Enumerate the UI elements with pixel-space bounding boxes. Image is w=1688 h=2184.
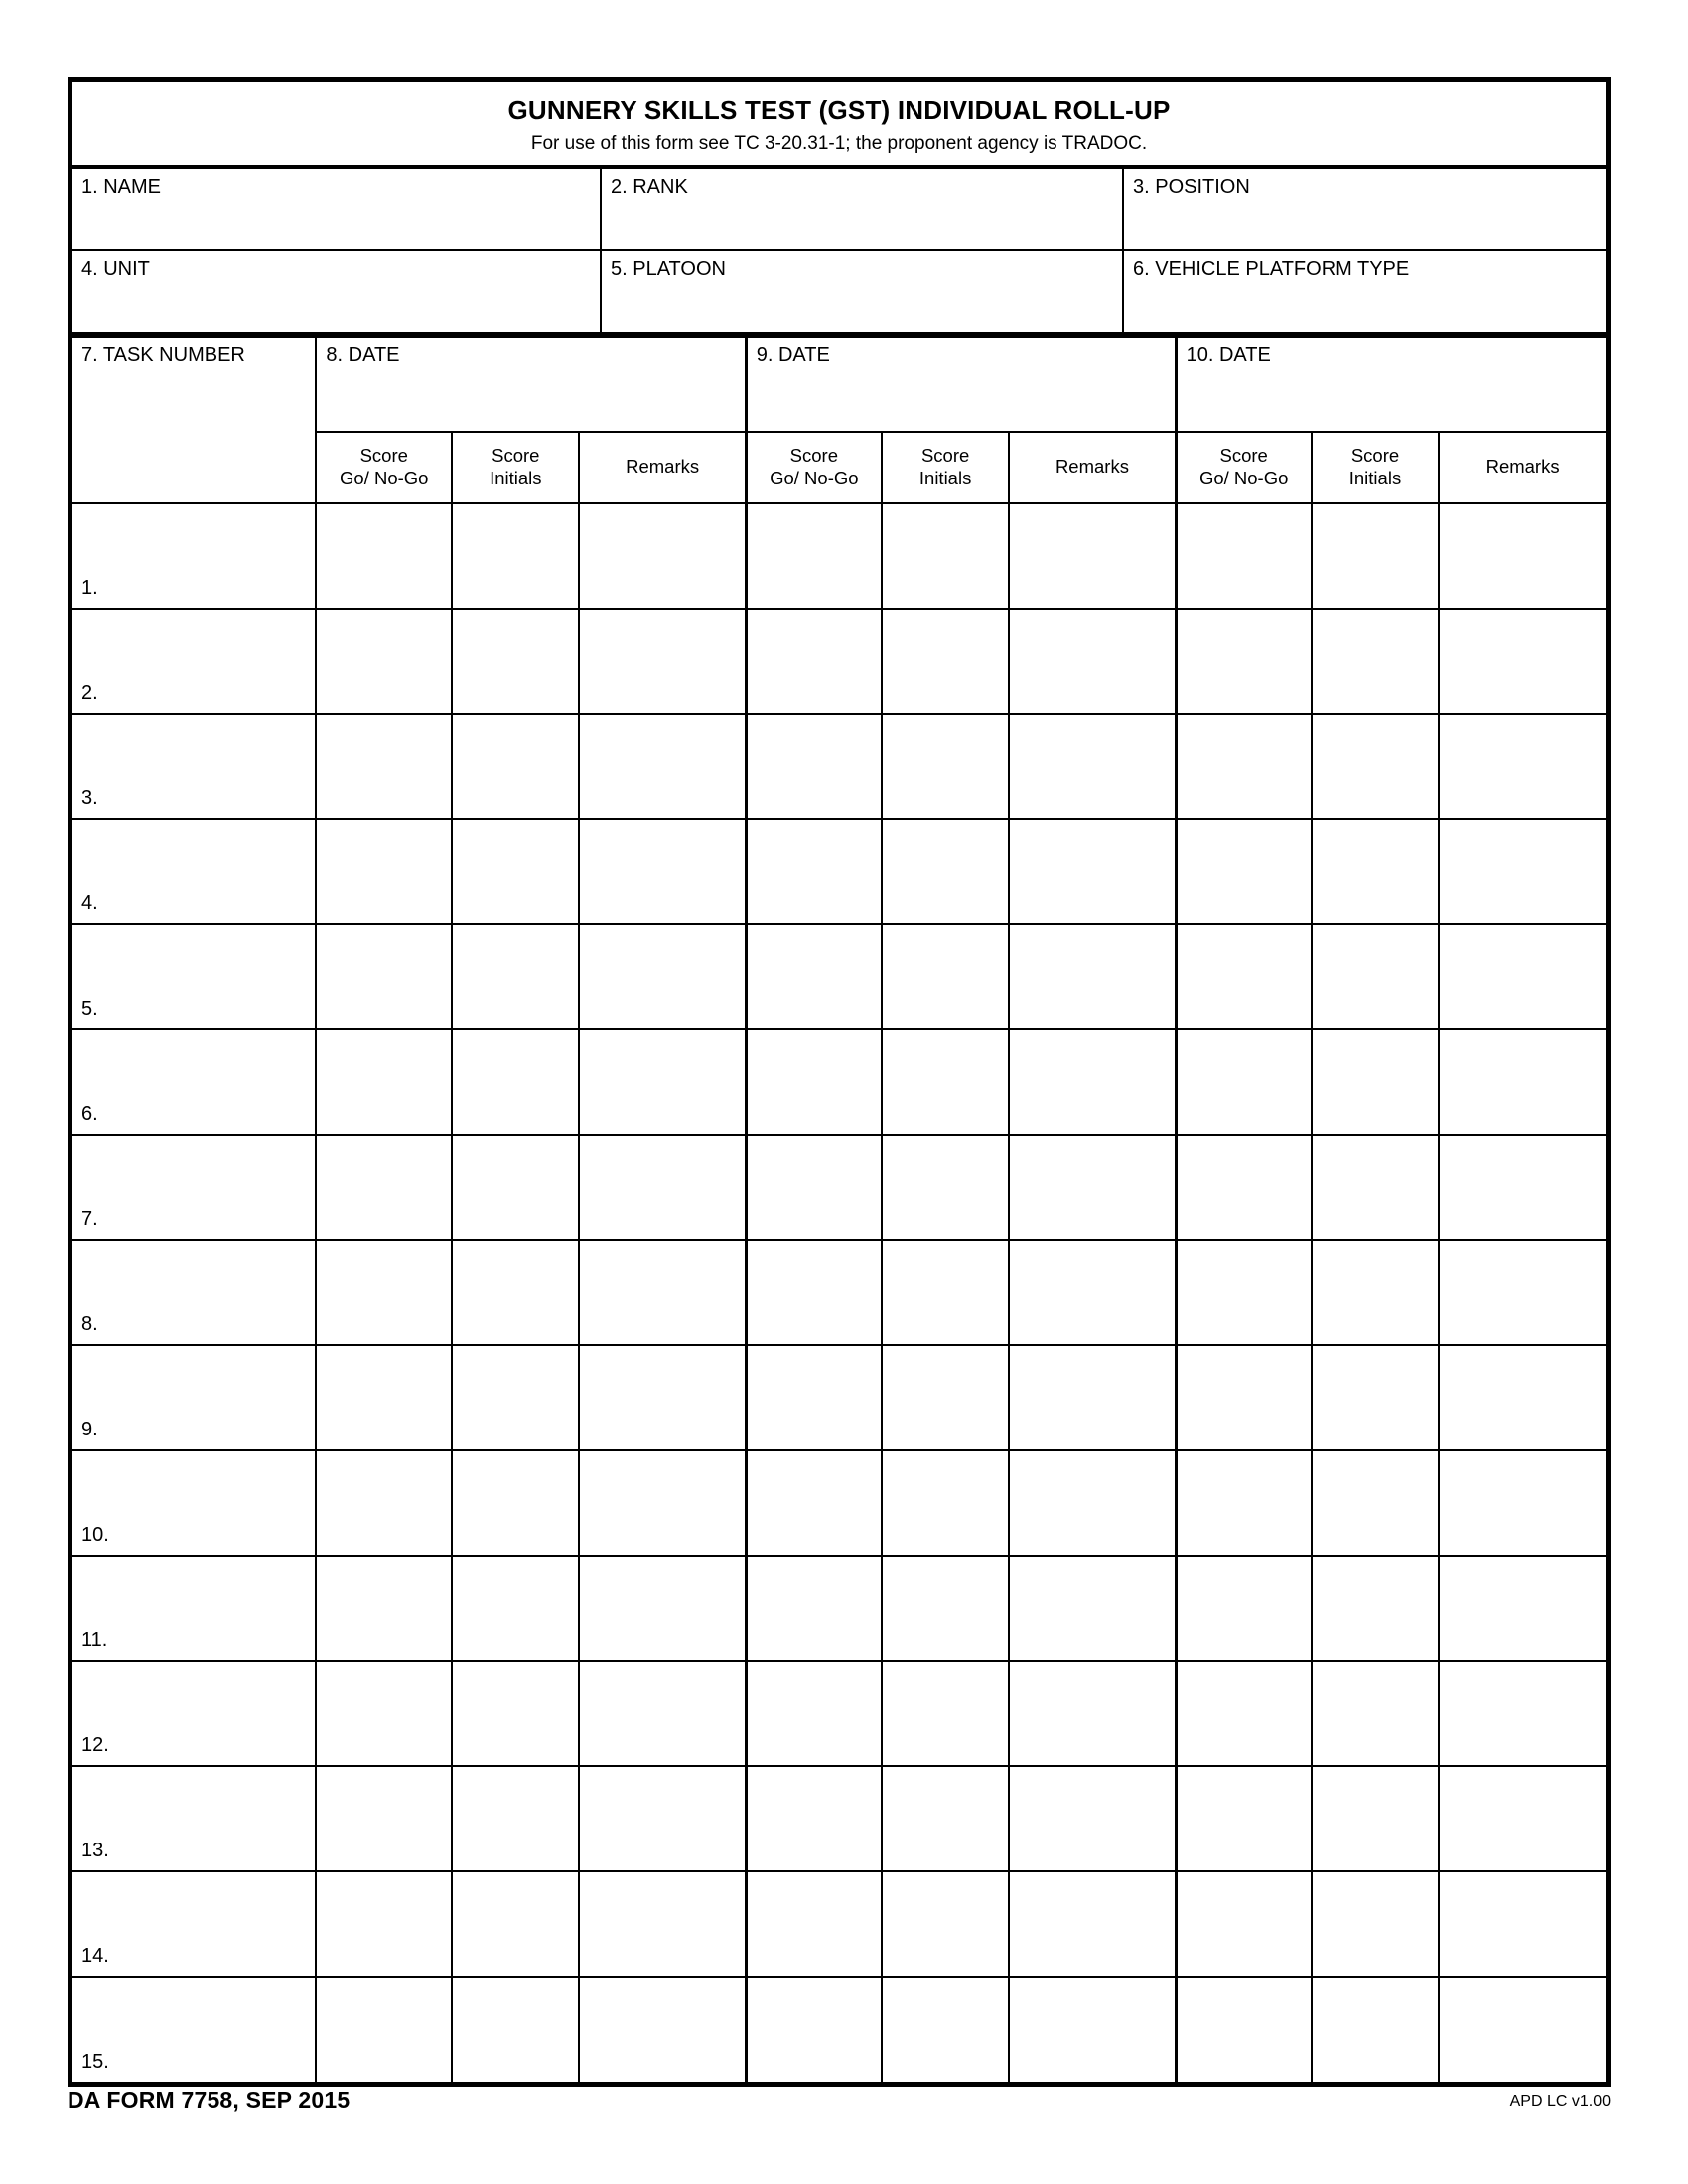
score-initials-cell-g2[interactable] [882,1450,1009,1556]
task-number-cell[interactable]: 8. [72,1240,316,1345]
remarks-cell-g2[interactable] [1009,1766,1176,1871]
score-gonogo-cell-g2[interactable] [746,1450,882,1556]
score-gonogo-cell-g1[interactable] [316,503,452,609]
remarks-cell-g1[interactable] [579,924,746,1029]
score-gonogo-cell-g3[interactable] [1176,1977,1312,2082]
score-initials-cell-g2[interactable] [882,1661,1009,1766]
score-initials-cell-g2[interactable] [882,1029,1009,1135]
table-row [72,924,1606,1029]
score-initials-cell-g1[interactable] [452,1556,579,1661]
field-date-10-label: 10. DATE [1186,343,1271,366]
score-gonogo-cell-g1[interactable] [316,1345,452,1450]
field-position-label: 3. POSITION [1133,175,1250,198]
table-row [72,1240,1606,1345]
grid-date-header-row [72,337,1606,432]
score-gonogo-cell-g2[interactable] [746,609,882,714]
remarks-cell-g2[interactable] [1009,503,1176,609]
identity-row-2 [72,250,1606,334]
score-gonogo-cell-g1[interactable] [316,1766,452,1871]
remarks-cell-g3[interactable] [1439,1977,1606,2082]
field-platoon-label: 5. PLATOON [611,257,726,280]
field-date-10[interactable] [1176,337,1606,432]
score-initials-cell-g3[interactable] [1312,1661,1439,1766]
form-title: GUNNERY SKILLS TEST (GST) INDIVIDUAL ROLL-UP [507,95,1171,125]
scoring-grid [72,336,1606,2082]
table-row [72,1029,1606,1135]
score-initials-cell-g3[interactable] [1312,1240,1439,1345]
score-initials-cell-g2[interactable] [882,1977,1009,2082]
score-initials-cell-g3[interactable] [1312,1871,1439,1977]
score-gonogo-cell-g2[interactable] [746,1135,882,1240]
header-score-initials-3-line2: Initials [1348,467,1402,488]
score-gonogo-cell-g1[interactable] [316,1029,452,1135]
header-score-initials-3 [1312,432,1439,503]
remarks-cell-g1[interactable] [579,1029,746,1135]
remarks-cell-g3[interactable] [1439,714,1606,819]
remarks-cell-g1[interactable] [579,1977,746,2082]
remarks-cell-g1[interactable] [579,714,746,819]
score-gonogo-cell-g2[interactable] [746,819,882,924]
score-gonogo-cell-g2[interactable] [746,1029,882,1135]
score-initials-cell-g3[interactable] [1312,924,1439,1029]
identity-fields-table [72,169,1606,336]
task-number-cell[interactable]: 15. [72,1977,316,2082]
remarks-cell-g2[interactable] [1009,819,1176,924]
remarks-cell-g3[interactable] [1439,1871,1606,1977]
score-initials-cell-g2[interactable] [882,609,1009,714]
header-task-number-label: 7. TASK NUMBER [81,343,245,366]
task-number-cell[interactable]: 1. [72,503,316,609]
header-remarks-1-label: Remarks [626,456,700,478]
task-number-cell[interactable]: 13. [72,1766,316,1871]
remarks-cell-g3[interactable] [1439,1450,1606,1556]
remarks-cell-g2[interactable] [1009,924,1176,1029]
score-gonogo-cell-g3[interactable] [1176,1135,1312,1240]
form-id-label: DA FORM 7758, SEP 2015 [68,2087,351,2113]
score-gonogo-cell-g3[interactable] [1176,714,1312,819]
task-number-cell[interactable]: 7. [72,1135,316,1240]
task-number-cell[interactable]: 2. [72,609,316,714]
task-number-cell[interactable]: 11. [72,1556,316,1661]
header-score-initials-1 [452,432,579,503]
score-initials-cell-g1[interactable] [452,714,579,819]
remarks-cell-g2[interactable] [1009,714,1176,819]
remarks-cell-g2[interactable] [1009,1240,1176,1345]
header-remarks-3-label: Remarks [1485,456,1560,478]
score-gonogo-cell-g2[interactable] [746,1240,882,1345]
header-task-number [72,337,316,503]
task-number-cell[interactable]: 14. [72,1871,316,1977]
field-vehicle-platform-type-label: 6. VEHICLE PLATFORM TYPE [1133,257,1410,280]
score-initials-cell-g1[interactable] [452,1871,579,1977]
score-initials-cell-g3[interactable] [1312,1345,1439,1450]
remarks-cell-g1[interactable] [579,1240,746,1345]
score-initials-cell-g2[interactable] [882,1135,1009,1240]
remarks-cell-g1[interactable] [579,1871,746,1977]
field-vehicle-platform-type[interactable] [1123,250,1606,334]
table-row [72,1661,1606,1766]
score-gonogo-cell-g3[interactable] [1176,503,1312,609]
table-row [72,1450,1606,1556]
score-gonogo-cell-g3[interactable] [1176,1450,1312,1556]
header-remarks-2-label: Remarks [1055,456,1129,478]
form-subtitle: For use of this form see TC 3-20.31-1; the proponent agency is TRADOC. [530,132,1148,154]
score-initials-cell-g3[interactable] [1312,819,1439,924]
score-initials-cell-g3[interactable] [1312,1766,1439,1871]
form-footer [68,2087,1611,2126]
remarks-cell-g3[interactable] [1439,819,1606,924]
header-score-gonogo-2 [746,432,882,503]
task-number-cell[interactable]: 9. [72,1345,316,1450]
header-score-gonogo-3-line1: Score [1219,445,1268,467]
score-initials-cell-g2[interactable] [882,819,1009,924]
header-score-initials-2-line1: Score [920,445,970,467]
score-initials-cell-g2[interactable] [882,714,1009,819]
remarks-cell-g3[interactable] [1439,1766,1606,1871]
header-score-gonogo-1-line1: Score [359,445,408,467]
score-initials-cell-g2[interactable] [882,924,1009,1029]
score-gonogo-cell-g3[interactable] [1176,1871,1312,1977]
score-gonogo-cell-g3[interactable] [1176,1345,1312,1450]
header-score-initials-2 [882,432,1009,503]
score-gonogo-cell-g3[interactable] [1176,609,1312,714]
header-score-gonogo-2-line2: Go/ No-Go [770,467,859,488]
remarks-cell-g1[interactable] [579,609,746,714]
score-gonogo-cell-g1[interactable] [316,924,452,1029]
remarks-cell-g3[interactable] [1439,1661,1606,1766]
score-gonogo-cell-g2[interactable] [746,1977,882,2082]
remarks-cell-g1[interactable] [579,503,746,609]
remarks-cell-g2[interactable] [1009,609,1176,714]
remarks-cell-g1[interactable] [579,1450,746,1556]
score-gonogo-cell-g2[interactable] [746,924,882,1029]
score-initials-cell-g2[interactable] [882,1240,1009,1345]
score-initials-cell-g2[interactable] [882,1871,1009,1977]
remarks-cell-g2[interactable] [1009,1029,1176,1135]
score-initials-cell-g1[interactable] [452,1135,579,1240]
table-row [72,819,1606,924]
score-initials-cell-g1[interactable] [452,924,579,1029]
field-rank[interactable] [601,169,1123,250]
field-name[interactable] [72,169,601,250]
remarks-cell-g1[interactable] [579,1556,746,1661]
table-row [72,1766,1606,1871]
field-platoon[interactable] [601,250,1123,334]
field-rank-label: 2. RANK [611,175,688,198]
header-remarks-1 [579,432,746,503]
remarks-cell-g2[interactable] [1009,1661,1176,1766]
score-gonogo-cell-g1[interactable] [316,609,452,714]
score-gonogo-cell-g1[interactable] [316,1661,452,1766]
task-number-cell[interactable]: 10. [72,1450,316,1556]
remarks-cell-g3[interactable] [1439,1029,1606,1135]
task-number-cell[interactable]: 12. [72,1661,316,1766]
score-initials-cell-g3[interactable] [1312,1556,1439,1661]
field-date-8[interactable] [316,337,746,432]
header-score-initials-3-line1: Score [1350,445,1400,467]
field-date-9[interactable] [746,337,1176,432]
remarks-cell-g3[interactable] [1439,609,1606,714]
score-initials-cell-g2[interactable] [882,1766,1009,1871]
table-row [72,1871,1606,1977]
remarks-cell-g3[interactable] [1439,1345,1606,1450]
score-initials-cell-g3[interactable] [1312,1977,1439,2082]
score-gonogo-cell-g2[interactable] [746,1661,882,1766]
header-score-initials-2-line2: Initials [918,467,972,488]
remarks-cell-g3[interactable] [1439,1556,1606,1661]
header-score-initials-1-line2: Initials [490,467,542,488]
score-initials-cell-g1[interactable] [452,1240,579,1345]
score-initials-cell-g3[interactable] [1312,1450,1439,1556]
header-score-gonogo-2-line1: Score [789,445,838,467]
field-unit-label: 4. UNIT [81,257,150,280]
task-number-cell[interactable]: 5. [72,924,316,1029]
score-initials-cell-g1[interactable] [452,609,579,714]
remarks-cell-g2[interactable] [1009,1450,1176,1556]
task-number-cell[interactable]: 4. [72,819,316,924]
form-frame [68,77,1611,2087]
field-name-label: 1. NAME [81,175,162,198]
form-version-label: APD LC v1.00 [1509,2093,1611,2110]
remarks-cell-g3[interactable] [1439,1240,1606,1345]
title-block [72,82,1606,169]
field-date-9-label: 9. DATE [756,343,830,366]
score-initials-cell-g3[interactable] [1312,609,1439,714]
score-gonogo-cell-g1[interactable] [316,1240,452,1345]
remarks-cell-g1[interactable] [579,1661,746,1766]
score-initials-cell-g2[interactable] [882,1345,1009,1450]
score-gonogo-cell-g2[interactable] [746,503,882,609]
score-initials-cell-g1[interactable] [452,819,579,924]
score-initials-cell-g1[interactable] [452,1450,579,1556]
field-position[interactable] [1123,169,1606,250]
score-initials-cell-g2[interactable] [882,503,1009,609]
score-gonogo-cell-g2[interactable] [746,714,882,819]
remarks-cell-g2[interactable] [1009,1871,1176,1977]
remarks-cell-g1[interactable] [579,819,746,924]
remarks-cell-g2[interactable] [1009,1135,1176,1240]
score-initials-cell-g1[interactable] [452,1029,579,1135]
table-row [72,609,1606,714]
remarks-cell-g3[interactable] [1439,503,1606,609]
score-gonogo-cell-g3[interactable] [1176,819,1312,924]
task-number-cell[interactable]: 6. [72,1029,316,1135]
remarks-cell-g3[interactable] [1439,924,1606,1029]
scoring-grid-body [72,503,1606,2082]
table-row [72,1977,1606,2082]
header-score-gonogo-1-line2: Go/ No-Go [340,467,429,488]
score-gonogo-cell-g3[interactable] [1176,1766,1312,1871]
table-row [72,1345,1606,1450]
header-remarks-3 [1439,432,1606,503]
header-score-initials-1-line1: Score [492,445,540,467]
score-initials-cell-g3[interactable] [1312,714,1439,819]
remarks-cell-g1[interactable] [579,1766,746,1871]
score-gonogo-cell-g2[interactable] [746,1556,882,1661]
score-gonogo-cell-g1[interactable] [316,1556,452,1661]
remarks-cell-g1[interactable] [579,1345,746,1450]
score-gonogo-cell-g3[interactable] [1176,1029,1312,1135]
score-gonogo-cell-g1[interactable] [316,1871,452,1977]
header-score-gonogo-1 [316,432,452,503]
score-initials-cell-g1[interactable] [452,1661,579,1766]
table-row [72,503,1606,609]
identity-row-1 [72,169,1606,250]
score-gonogo-cell-g3[interactable] [1176,924,1312,1029]
score-gonogo-cell-g1[interactable] [316,1977,452,2082]
score-initials-cell-g1[interactable] [452,1766,579,1871]
score-initials-cell-g1[interactable] [452,1345,579,1450]
score-gonogo-cell-g3[interactable] [1176,1556,1312,1661]
remarks-cell-g2[interactable] [1009,1345,1176,1450]
table-row [72,714,1606,819]
score-initials-cell-g2[interactable] [882,1556,1009,1661]
score-gonogo-cell-g1[interactable] [316,1135,452,1240]
score-gonogo-cell-g1[interactable] [316,1450,452,1556]
remarks-cell-g2[interactable] [1009,1556,1176,1661]
remarks-cell-g2[interactable] [1009,1977,1176,2082]
table-row [72,1556,1606,1661]
header-score-gonogo-3 [1176,432,1312,503]
header-score-gonogo-3-line2: Go/ No-Go [1198,467,1289,488]
score-gonogo-cell-g3[interactable] [1176,1661,1312,1766]
score-initials-cell-g3[interactable] [1312,503,1439,609]
score-gonogo-cell-g2[interactable] [746,1345,882,1450]
task-number-cell[interactable]: 3. [72,714,316,819]
remarks-cell-g1[interactable] [579,1135,746,1240]
score-gonogo-cell-g1[interactable] [316,819,452,924]
header-remarks-2 [1009,432,1176,503]
score-initials-cell-g1[interactable] [452,503,579,609]
field-date-8-label: 8. DATE [326,343,400,366]
score-gonogo-cell-g1[interactable] [316,714,452,819]
score-gonogo-cell-g2[interactable] [746,1871,882,1977]
field-unit[interactable] [72,250,601,334]
score-gonogo-cell-g2[interactable] [746,1766,882,1871]
remarks-cell-g3[interactable] [1439,1135,1606,1240]
score-initials-cell-g1[interactable] [452,1977,579,2082]
table-row [72,1135,1606,1240]
score-initials-cell-g3[interactable] [1312,1029,1439,1135]
score-initials-cell-g3[interactable] [1312,1135,1439,1240]
score-gonogo-cell-g3[interactable] [1176,1240,1312,1345]
